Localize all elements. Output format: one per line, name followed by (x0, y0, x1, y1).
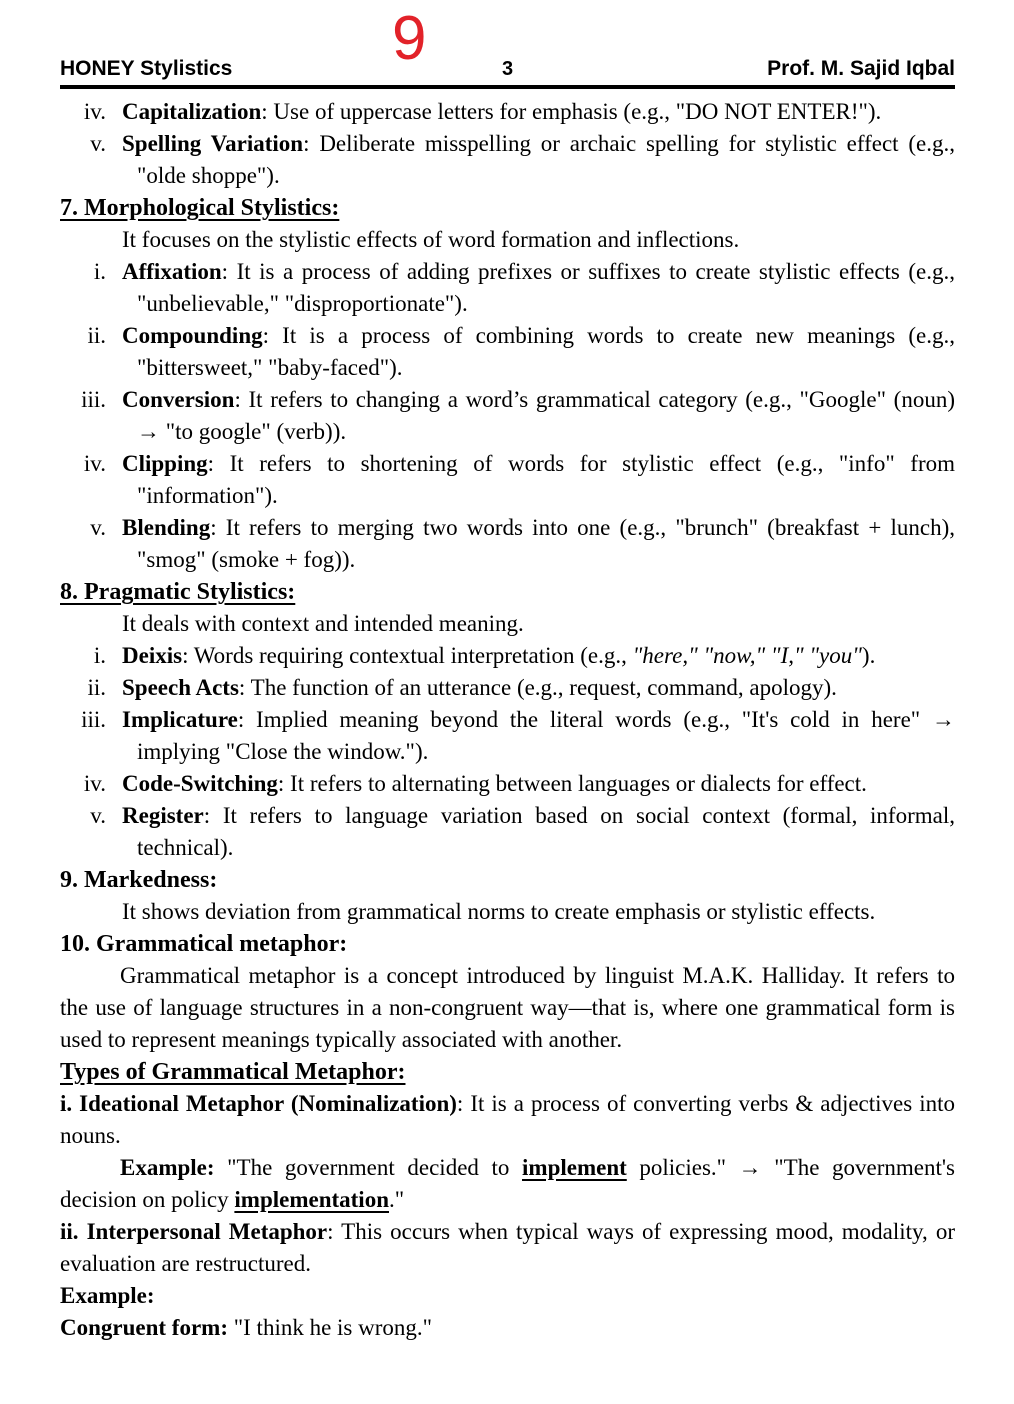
text-segment: Spelling Variation (122, 131, 304, 156)
list-item-text (122, 451, 955, 508)
text-segment: : Use of uppercase letters for emphasis (e.g., "DO NOT ENTER!"). (261, 99, 882, 124)
text-segment: Capitalization (122, 99, 262, 124)
text-segment: Code-Switching (122, 771, 278, 796)
list-marker: iii. (81, 387, 106, 412)
text-segment: : It refers to shortening of words for stylistic effect (e.g., "info" from "information"). (137, 451, 955, 508)
text-segment: : It is a process of adding prefixes or suffixes to create stylistic effects (e.g., "unbelievable," "disproportionate"). (137, 259, 955, 316)
section-heading-text: 10. Grammatical metaphor: (60, 931, 348, 957)
list-item (60, 320, 955, 384)
text-segment: Register (122, 803, 204, 828)
paragraph (60, 1088, 955, 1152)
section-heading (60, 864, 955, 896)
text-segment: policies." → "The government's decision on policy (60, 1155, 955, 1212)
list-item (60, 640, 955, 672)
list-item-text (122, 515, 955, 572)
list-item-text (122, 771, 867, 796)
text-segment: : Deliberate misspelling or archaic spelling for stylistic effect (e.g., "olde shoppe"). (137, 131, 956, 188)
text-segment: : This occurs when typical ways of expressing mood, modality, or evaluation are restructured. (60, 1219, 956, 1276)
paragraph (60, 1216, 955, 1280)
list-marker: iv. (83, 451, 106, 476)
paragraph (60, 1312, 955, 1344)
text-segment: Example: (60, 1283, 155, 1308)
text-segment: ." (389, 1187, 405, 1212)
text-segment: "here," "now," "I," "you" (632, 643, 862, 668)
list-item (60, 256, 955, 320)
intro-line: It shows deviation from grammatical norms to create emphasis or stylistic effects. (122, 899, 876, 924)
paragraph (60, 1152, 955, 1216)
text-segment: Conversion (122, 387, 235, 412)
list-item-text (122, 323, 955, 380)
text-segment: "The government decided to (214, 1155, 523, 1180)
list-item (60, 672, 955, 704)
list-item (60, 384, 955, 448)
header-page-number: 3 (501, 58, 514, 80)
paragraph (60, 1280, 955, 1312)
intro-line: It focuses on the stylistic effects of word formation and inflections. (122, 227, 740, 252)
list-item-text (122, 259, 955, 316)
page-header (60, 0, 955, 89)
header-title: HONEY Stylistics (60, 57, 233, 80)
section-heading (60, 1056, 955, 1088)
list-item (60, 512, 955, 576)
text-segment: Affixation (122, 259, 222, 284)
text-segment: Implicature (122, 707, 238, 732)
list-marker: v. (90, 515, 106, 540)
list-item-text (122, 643, 875, 668)
text-segment: Speech Acts (122, 675, 239, 700)
section-heading-text: 7. Morphological Stylistics: (60, 195, 340, 221)
intro-line: It deals with context and intended meaning. (122, 611, 524, 636)
list-item-text (122, 131, 955, 188)
list-item-text (122, 707, 955, 764)
text-segment: ). (861, 643, 876, 668)
text-segment: Compounding (122, 323, 263, 348)
section-heading-text: 8. Pragmatic Stylistics: (60, 579, 296, 605)
text-segment: : It refers to alternating between languages or dialects for effect. (277, 771, 867, 796)
paragraph (60, 960, 955, 1056)
text-segment: Congruent form: (60, 1315, 228, 1340)
text-segment: : Implied meaning beyond the literal words (e.g., "It's cold in here" → implying "Close the window."). (137, 707, 955, 764)
text-segment: : It refers to language variation based on social context (formal, informal, technical). (137, 803, 955, 860)
text-segment: implement (522, 1155, 627, 1180)
text-segment: : It is a process of combining words to create new meanings (e.g., "bittersweet," "baby-faced"). (137, 323, 955, 380)
list-item (60, 704, 955, 768)
list-item (60, 768, 955, 800)
text-segment: Clipping (122, 451, 208, 476)
text-segment: ii. Interpersonal Metaphor (60, 1219, 328, 1244)
section-heading-text: Types of Grammatical Metaphor: (60, 1059, 406, 1085)
list-item-text (122, 675, 837, 700)
text-segment: : It refers to merging two words into one (e.g., "brunch" (breakfast + lunch), "smog" (smoke + fog)). (137, 515, 955, 572)
text-segment: Deixis (122, 643, 183, 668)
handwritten-page-number: 9 (392, 4, 427, 73)
list-item (60, 448, 955, 512)
section-heading (60, 576, 955, 608)
header-author: Prof. M. Sajid Iqbal (767, 57, 955, 80)
list-marker: iv. (83, 771, 106, 796)
text-segment: "I think he is wrong." (228, 1315, 433, 1340)
list-item-text (122, 803, 955, 860)
section-heading (60, 192, 955, 224)
document-body (60, 89, 955, 1344)
list-item-text (122, 387, 955, 444)
list-item (60, 128, 955, 192)
section-heading (60, 928, 955, 960)
text-segment: : Words requiring contextual interpretation (e.g., (182, 643, 633, 668)
text-segment: Blending (122, 515, 211, 540)
text-segment: : It is a process of converting verbs & adjectives into nouns. (60, 1091, 955, 1148)
text-segment: i. Ideational Metaphor (Nominalization) (60, 1091, 457, 1116)
text-segment: implementation (234, 1187, 389, 1212)
list-marker: v. (90, 803, 106, 828)
list-item-text (122, 99, 881, 124)
list-item (60, 800, 955, 864)
list-marker: iii. (81, 707, 106, 732)
list-marker: ii. (87, 675, 106, 700)
list-item (60, 96, 955, 128)
text-segment: Grammatical metaphor is a concept introduced by linguist M.A.K. Halliday. It refers to the use of language structures in a non-congruent way—that is, where one grammatical form is used to represent meanings typically associated with another. (60, 963, 955, 1052)
list-marker: ii. (87, 323, 106, 348)
list-marker: v. (90, 131, 106, 156)
text-segment: Example: (120, 1155, 215, 1180)
text-segment: : The function of an utterance (e.g., request, command, apology). (238, 675, 837, 700)
list-marker: i. (93, 259, 106, 284)
section-heading-text: 9. Markedness: (60, 867, 218, 893)
text-segment: : It refers to changing a word’s grammatical category (e.g., "Google" (noun) → "to google" (verb)). (137, 387, 955, 444)
list-marker: i. (93, 643, 106, 668)
list-marker: iv. (83, 99, 106, 124)
